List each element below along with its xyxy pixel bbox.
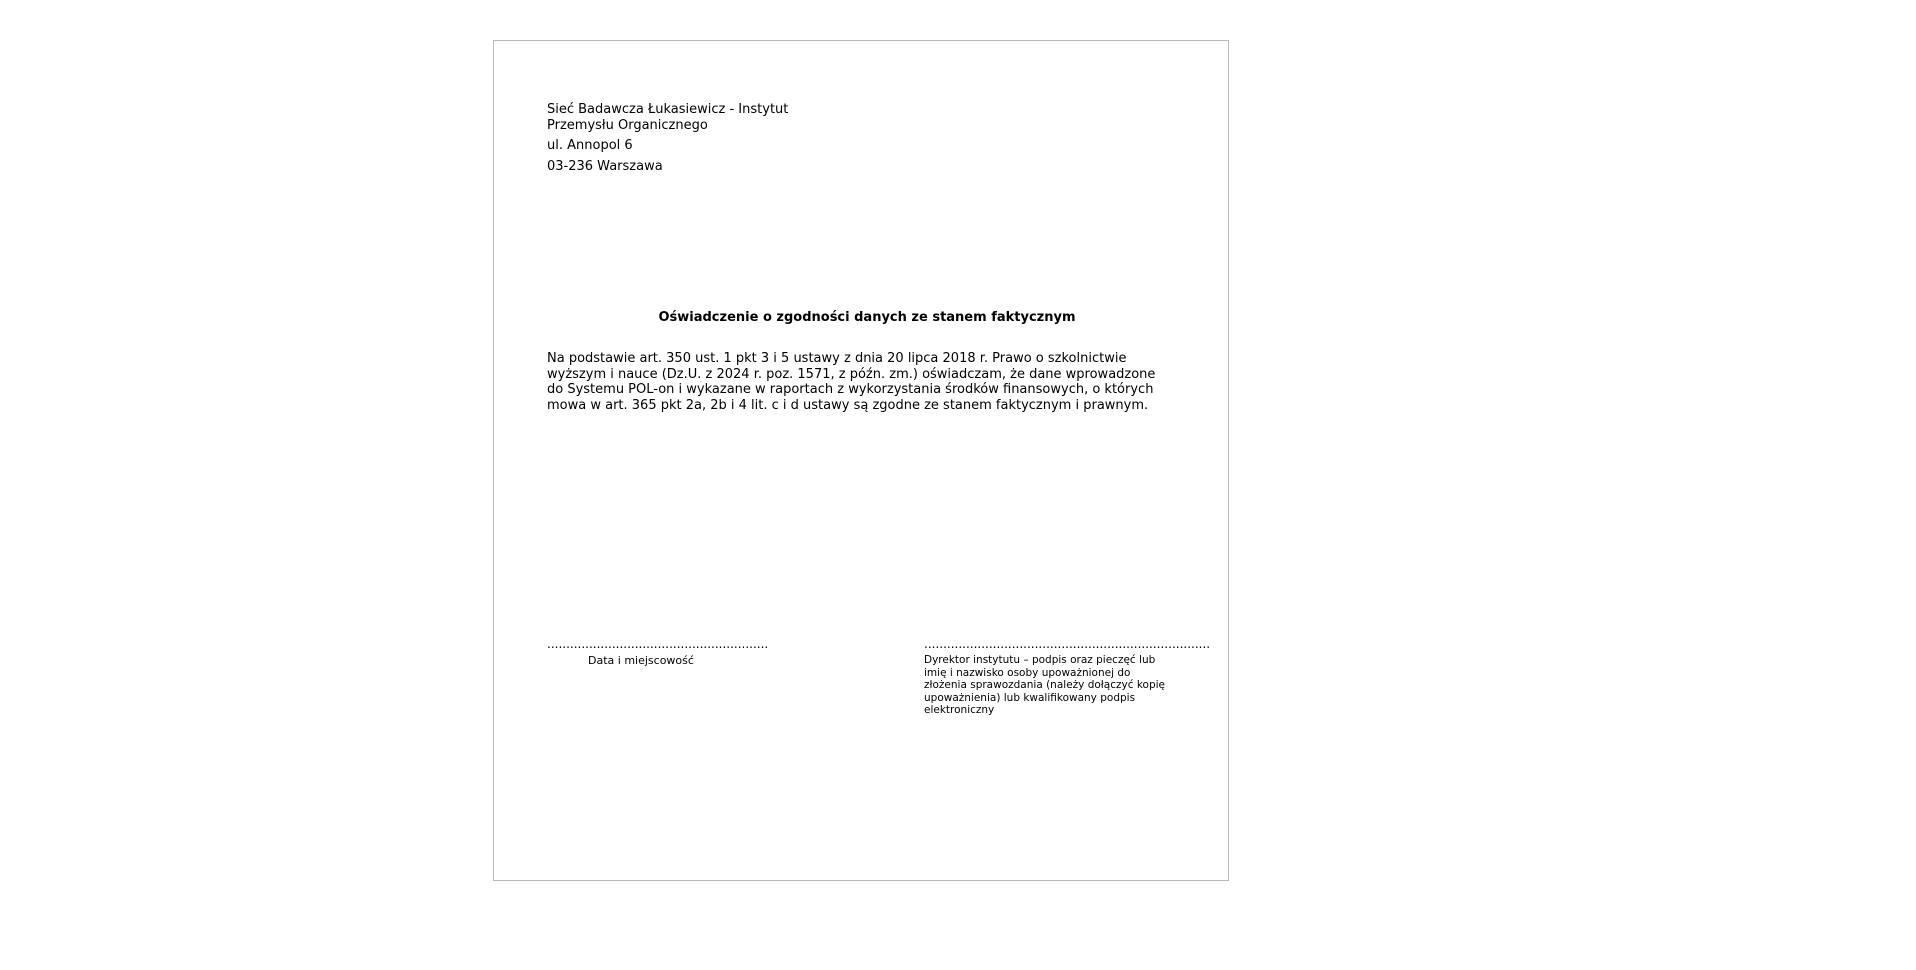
address-street: ul. Annopol 6 [547, 138, 633, 153]
date-place-dotted-line: .......................................................... [547, 637, 769, 651]
institution-address [547, 102, 867, 175]
date-place-caption: Data i miejscowość [588, 654, 694, 667]
document-page [493, 40, 1229, 881]
director-caption: Dyrektor instytutu – podpis oraz pieczęć lub imię i nazwisko osoby upoważnionej do złożenia sprawozdania (należy dołączyć kopię upoważnienia) lub kwalifikowany podpis elektroniczny [924, 654, 1166, 716]
director-signature-block [924, 637, 1211, 717]
declaration-text: Na podstawie art. 350 ust. 1 pkt 3 i 5 ustawy z dnia 20 lipca 2018 r. Prawo o szkolnictwie wyższym i nauce (Dz.U. z 2024 r. poz. 1571, z późn. zm.) oświadczam, że dane wprowadzone do Systemu POL-on i wykazane w raportach z wykorzystania środków finansowych, o których mowa w art. 365 pkt 2a, 2b i 4 lit. c i d ustawy są zgodne ze stanem faktycznym i prawnym. [547, 351, 1156, 413]
director-dotted-line: ........................................................................... [924, 637, 1211, 651]
date-place-signature-block [547, 637, 769, 667]
document-title: Oświadczenie o zgodności danych ze stanem faktycznym [658, 310, 1076, 325]
address-city: 03-236 Warszawa [547, 159, 663, 174]
address-line-1: Sieć Badawcza Łukasiewicz - Instytut [547, 102, 789, 117]
address-line-2: Przemysłu Organicznego [547, 118, 708, 133]
